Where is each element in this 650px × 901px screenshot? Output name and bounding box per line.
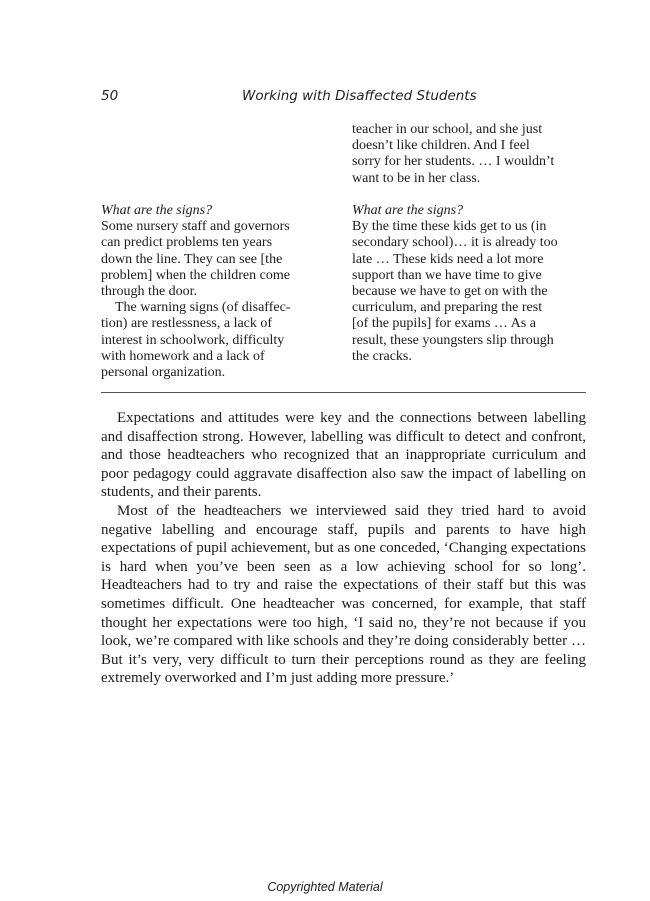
body-text: [101, 409, 586, 688]
quote-line: secondary school)… it is already too: [352, 235, 558, 251]
left-question: What are the signs?: [101, 203, 213, 218]
quote-line: personal organization.: [101, 365, 226, 381]
body-paragraph: Most of the headteachers we interviewed said they tried hard to avoid negative labelling and encourage staff, pupils and parents to have high expectations of pupil achievement, but as one conceded, ‘Changing expectations is hard when you’ve been seen as a low achieving school for so long’. Headteachers had to try and raise the expectations of their staff but this was sometimes difficult. One headteacher was concerned, for example, that staff thought her expectations were too high, ‘I said no, they’re not because if you look, we’re compared with like schools and they’re doing considerably better … But it’s very, very difficult to turn their perceptions round as they are feeling extremely overworked and I’m just adding more pressure.’: [101, 502, 586, 687]
running-title: Working with Disaffected Students: [242, 88, 477, 104]
quote-line: support than we have time to give: [352, 267, 542, 283]
quote-line: down the line. They can see [the: [101, 251, 283, 267]
running-header: [101, 88, 586, 108]
quote-line: Some nursery staff and governors: [101, 219, 290, 235]
quote-line: doesn’t like children. And I feel: [352, 138, 530, 154]
quote-line: the cracks.: [352, 348, 412, 364]
quote-line: result, these youngsters slip through: [352, 332, 554, 348]
right-quote-box: [352, 203, 588, 365]
quote-line: tion) are restlessness, a lack of: [101, 316, 273, 332]
quote-line: can predict problems ten years: [101, 235, 273, 251]
quote-line: interest in schoolwork, difficulty: [101, 332, 285, 348]
copyright-footer: Copyrighted Material: [267, 880, 383, 894]
quote-continuation: [352, 122, 588, 187]
body-paragraph: Expectations and attitudes were key and the connections between labelling and disaffection strong. However, labelling was difficult to detect and confront, and those headteachers who recognized that an inappropriate curriculum and poor pedagogy could aggravate disaffection also saw the impact of labelling on students, and their parents.: [101, 410, 586, 501]
page-number: 50: [101, 88, 119, 104]
quote-line: By the time these kids get to us (in: [352, 219, 547, 235]
quote-line: sorry for her students. … I wouldn’t: [352, 154, 555, 170]
right-question: What are the signs?: [352, 203, 464, 218]
section-divider: [101, 392, 586, 393]
quote-line: want to be in her class.: [352, 170, 481, 186]
quote-line: [of the pupils] for exams … As a: [352, 316, 536, 332]
quote-line: with homework and a lack of: [101, 348, 265, 364]
left-quote-box: [101, 203, 333, 381]
quote-line: problem] when the children come: [101, 267, 290, 283]
quote-line: The warning signs (of disaffec-: [115, 300, 291, 316]
quote-line: late … These kids need a lot more: [352, 251, 544, 267]
quote-line: curriculum, and preparing the rest: [352, 300, 543, 316]
quote-line: because we have to get on with the: [352, 284, 548, 300]
quote-line: through the door.: [101, 284, 198, 300]
quote-line: teacher in our school, and she just: [352, 122, 543, 137]
